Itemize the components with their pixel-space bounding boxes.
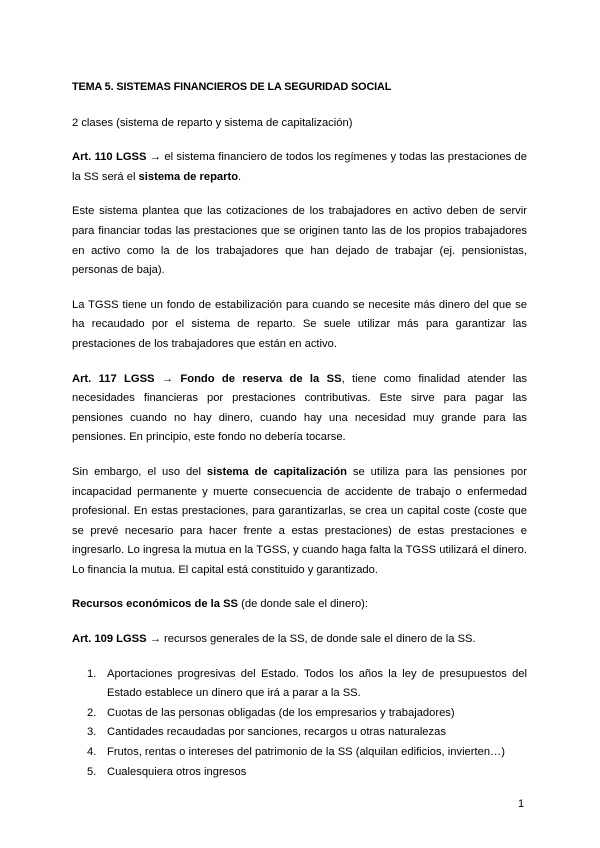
list-item-number: 3. [87, 726, 97, 739]
recursos-paragraph [72, 595, 527, 615]
page-title: TEMA 5. SISTEMAS FINANCIEROS DE LA SEGURIDAD SOCIAL [72, 81, 392, 93]
list-item-text: Aportaciones progresivas del Estado. Todos los años la ley de presupuestos del Estado establece un dinero que irá a parar a la SS. [107, 667, 527, 700]
page-number: 1 [518, 798, 525, 810]
art110-text: → el sistema financiero de todos los regímenes y todas las prestaciones de la SS será el [72, 151, 527, 183]
capital-after: se utiliza para las pensiones por incapacidad permanente y muerte consecuencia de accidente de trabajo o enfermedad profesional. En estas prestaciones, para garantizarlas, se crea un capital coste (coste que se prevé necesario para hacer frente a estas prestaciones) de estas prestaciones e ingresarlo. Lo ingresa la mutua en la TGSS, y cuando haga falta la TGSS utilizará el dinero. Lo financia la mutua. El capital está constituido y garantizado. [72, 465, 527, 576]
intro-paragraph: 2 clases (sistema de reparto y sistema de capitalización) [72, 116, 353, 129]
list-item-number: 4. [87, 746, 97, 759]
art109-paragraph [72, 630, 527, 650]
resources-list [72, 665, 527, 783]
art117-lead: Art. 117 LGSS → Fondo de reserva de la SS [72, 372, 342, 385]
art110-paragraph [72, 148, 527, 187]
art110-end: . [238, 170, 242, 183]
capital-before: Sin embargo, el uso del [72, 465, 207, 478]
list-item [72, 763, 527, 783]
art110-lead: Art. 110 LGSS [72, 151, 147, 164]
art110-bold: sistema de reparto [138, 170, 239, 183]
tgss-paragraph: La TGSS tiene un fondo de estabilización para cuando se necesite más dinero del que se ha recaudado por el sistema de reparto. Se suele utilizar más para garantizar las prestaciones de los trabajadores que están en activo. [72, 298, 527, 350]
list-item-number: 5. [87, 765, 97, 778]
list-item [72, 665, 527, 704]
list-item-text: Cuotas de las personas obligadas (de los empresarios y trabajadores) [107, 706, 455, 719]
recursos-bold: Recursos económicos de la SS [72, 598, 239, 611]
list-item [72, 743, 527, 763]
capitalizacion-paragraph [72, 463, 527, 581]
list-item-number: 2. [87, 706, 97, 719]
art109-lead: Art. 109 LGSS [72, 633, 147, 646]
art117-text: , tiene como finalidad atender las necesidades financieras por prestaciones contributivas. Este sirve para pagar las pensiones cuando no hay dinero, cuando hay una necesidad muy grande para las pensiones. En principio, este fondo no debería tocarse. [72, 372, 528, 444]
capital-bold: sistema de capitalización [206, 465, 347, 478]
list-item-text: Cualesquiera otros ingresos [107, 765, 247, 778]
document-page [72, 78, 527, 782]
list-item [72, 704, 527, 724]
art109-text: → recursos generales de la SS, de donde sale el dinero de la SS. [146, 633, 476, 646]
list-item-text: Frutos, rentas o intereses del patrimonio de la SS (alquilan edificios, invierten…) [107, 746, 505, 759]
list-item-text: Cantidades recaudadas por sanciones, recargos u otras naturalezas [107, 726, 446, 739]
art117-paragraph [72, 370, 527, 448]
list-item [72, 723, 527, 743]
list-item-number: 1. [87, 667, 97, 680]
reparto-paragraph: Este sistema plantea que las cotizaciones de los trabajadores en activo deben de servir para financiar todas las prestaciones que se originen tanto las de los propios trabajadores en activo como la de los trabajadores que han dejado de trabajar (ej. pensionistas, personas de baja). [72, 205, 527, 277]
recursos-text: (de donde sale el dinero): [238, 598, 368, 611]
